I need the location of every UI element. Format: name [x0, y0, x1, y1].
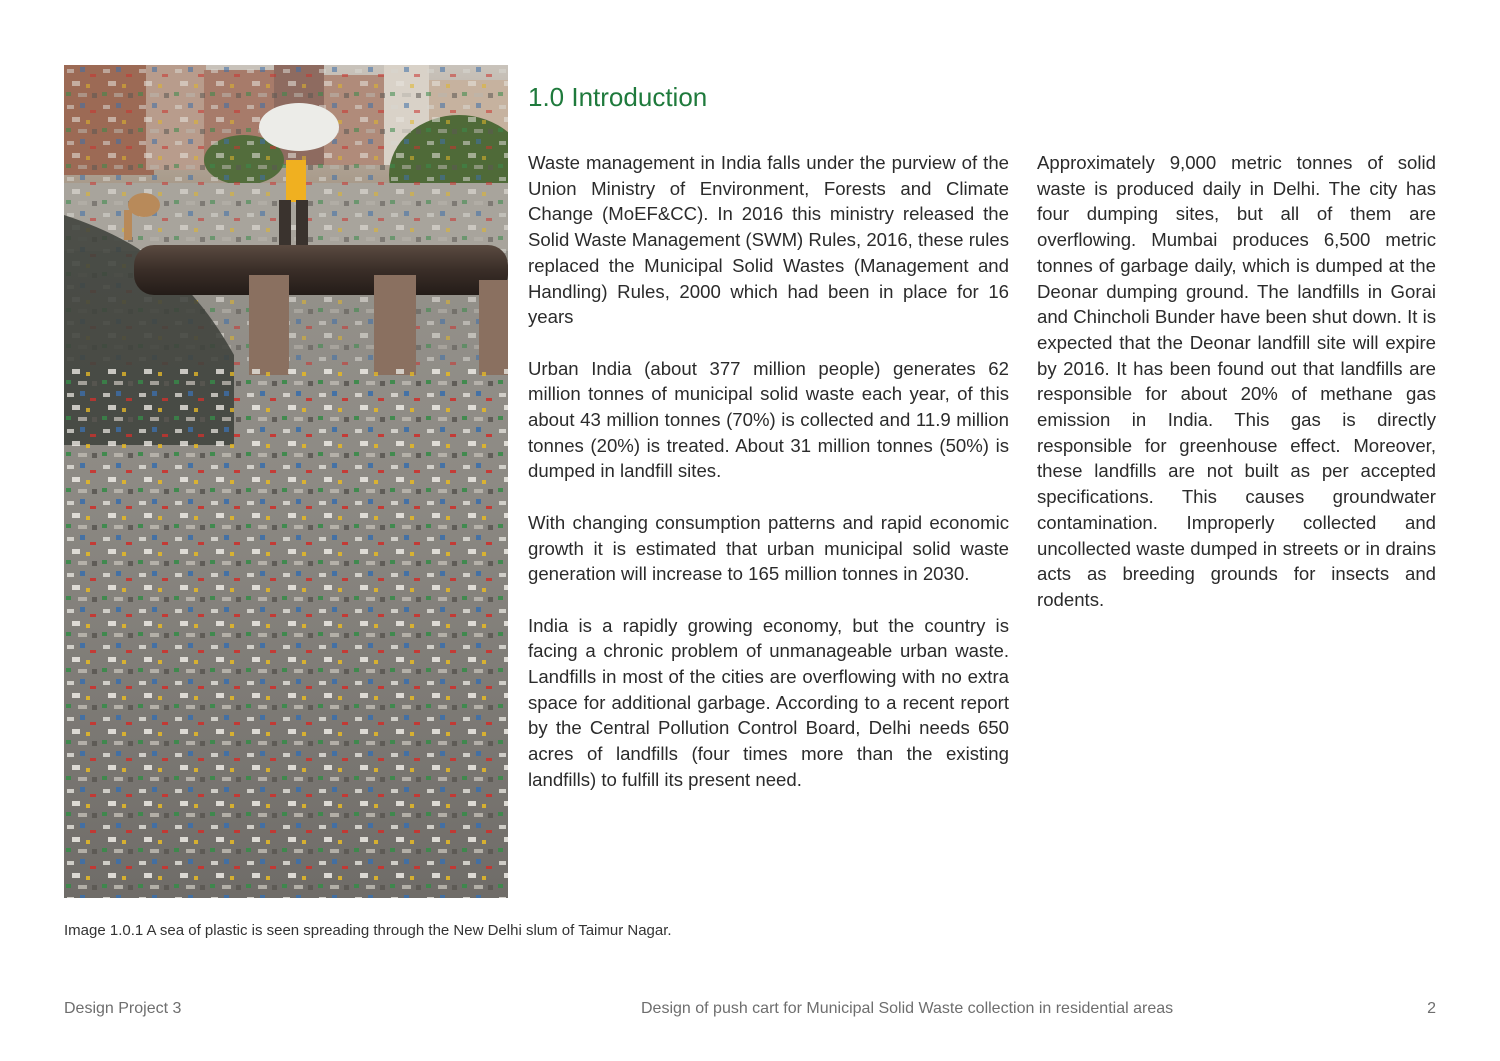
paragraph: With changing consumption patterns and rapid economic growth it is estimated that urban municipal solid waste generation will increase to 165 million tonnes in 2030.: [528, 511, 1009, 585]
body-column-right: [1037, 150, 1436, 638]
paragraph: India is a rapidly growing economy, but the country is facing a chronic problem of unmanageable urban waste. Landfills in most of the cities are overflowing with no extra space for additional garbage. According to a recent report by the Central Pollution Control Board, Delhi needs 650 acres of landfills (four times more than the existing landfills) to fulfill its present need.: [528, 614, 1009, 790]
footer-document-title: Design of push cart for Municipal Solid Waste collection in residential areas: [641, 1000, 1174, 1017]
section-heading: 1.0 Introduction: [528, 82, 708, 112]
body-column-left: [528, 150, 1009, 818]
garbage-photo: [64, 65, 508, 898]
footer-project-title: Design Project 3: [64, 1000, 182, 1017]
paragraph: Waste management in India falls under the purview of the Union Ministry of Environment, Forests and Climate Change (MoEF&CC). In 2016 this ministry released the Solid Waste Management (SWM) Rules, 2016, these rules replaced the Municipal Solid Wastes (Management and Handling) Rules, 2000 which had been in place for 16 years: [528, 152, 1009, 328]
paragraph: Approximately 9,000 metric tonnes of solid waste is produced daily in Delhi. The city has four dumping sites, but all of them are overflowing. Mumbai produces 6,500 metric tonnes of garbage daily, which is dumped at the Deonar dumping ground. The landfills in Gorai and Chincholi Bunder have been shut down. It is expected that the Deonar landfill site will expire by 2016. It has been found out that landfills are responsible for about 20% of methane gas emission in India. This gas is directly responsible for greenhouse effect. Moreover, these landfills are not built as per accepted specifications. This causes groundwater contamination. Improperly collected and uncollected waste dumped in streets or in drains acts as breeding grounds for insects and rodents.: [1037, 152, 1436, 610]
page-number: 2: [1427, 1000, 1436, 1017]
paragraph: Urban India (about 377 million people) generates 62 million tonnes of municipal solid waste each year, of this about 43 million tonnes (70%) is collected and 11.9 million tonnes (20%) is treated. About 31 million tonnes (50%) is dumped in landfill sites.: [528, 357, 1009, 482]
image-caption: Image 1.0.1 A sea of plastic is seen spreading through the New Delhi slum of Taimur Nagar.: [64, 922, 672, 939]
